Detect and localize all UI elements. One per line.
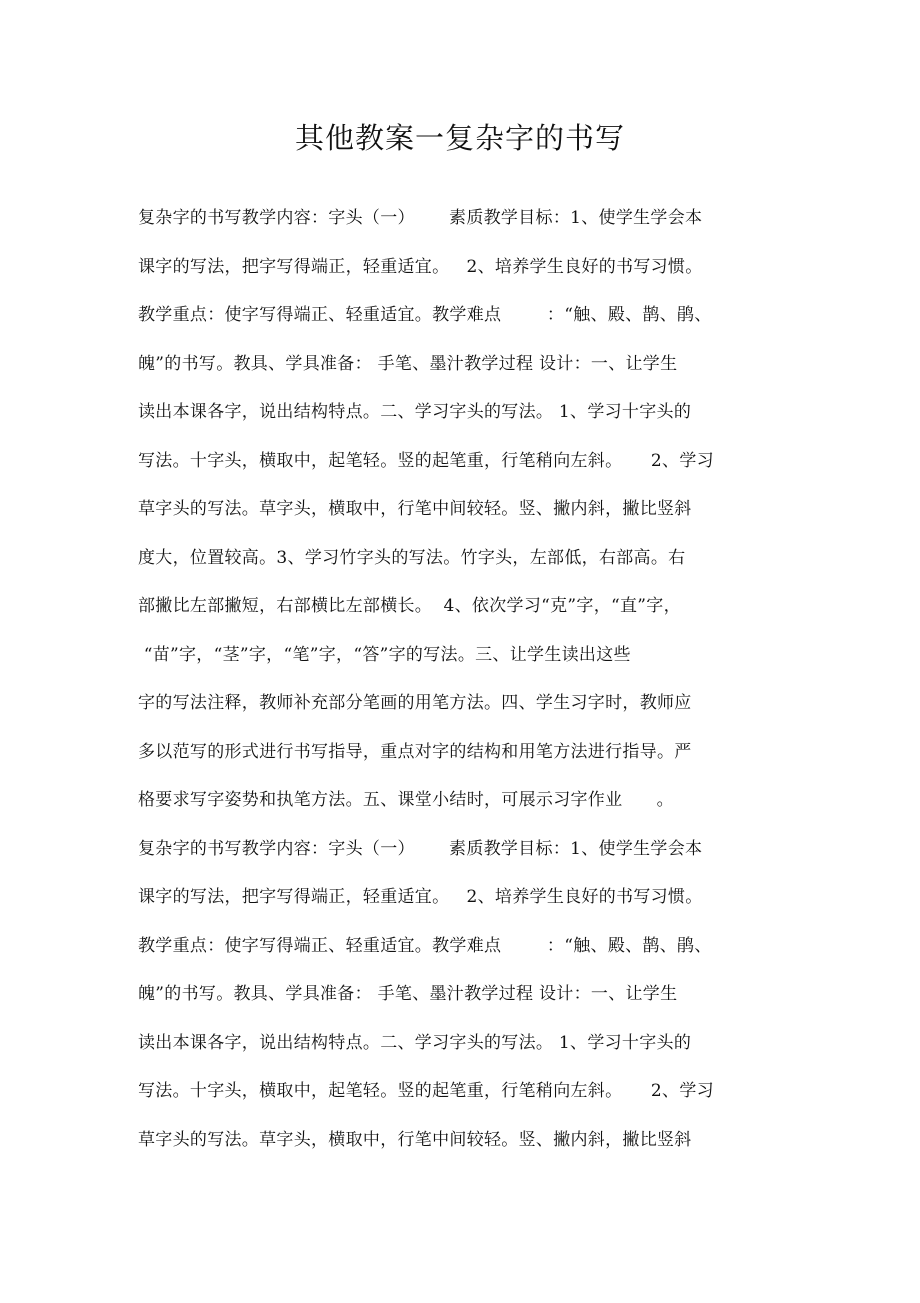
text-line: “苗”字，“茎”字，“笔”字，“答”字的写法。三、让学生读出这些 [138,644,631,665]
text-line: 草字头的写法。草字头，横取中，行笔中间较轻。竖、撇内斜，撇比竖斜 [138,499,692,519]
text-line: 教学重点：使字写得端正、轻重适宜。教学难点 ：“触、殿、鹊、鹃、 [138,935,712,956]
text-line: 多以范写的形式进行书写指导，重点对字的结构和用笔方法进行指导。严 [138,741,692,762]
text-line: 写法。十字头，横取中，起笔轻。竖的起笔重，行笔稍向左斜。 2、学习 [138,450,714,471]
text-line: 草字头的写法。草字头，横取中，行笔中间较轻。竖、撇内斜，撇比竖斜 [138,1129,692,1150]
text-line: 格要求写字姿势和执笔方法。五、课堂小结时，可展示习字作业 。 [138,790,674,810]
text-line: 教学重点：使字写得端正、轻重适宜。教学难点 ：“触、殿、鹊、鹃、 [138,305,712,325]
text-line: 写法。十字头，横取中，起笔轻。竖的起笔重，行笔稍向左斜。 2、学习 [138,1081,714,1101]
text-line: 度大，位置较高。3、学习竹字头的写法。竹字头，左部低，右部高。右 [138,547,686,568]
text-line: 读出本课各字，说出结构特点。二、学习字头的写法。 1、学习十字头的 [138,1032,692,1053]
text-line: 课字的写法，把字写得端正，轻重适宜。 2、培养学生良好的书写习惯。 [138,887,703,907]
text-line: 复杂字的书写教学内容：字头（一） 素质教学目标：1、使学生学会本 [138,208,703,228]
text-line: 字的写法注释，教师补充部分笔画的用笔方法。四、学生习字时，教师应 [138,693,692,713]
text-line: 课字的写法，把字写得端正，轻重适宜。 2、培养学生良好的书写习惯。 [138,256,703,277]
text-line: 复杂字的书写教学内容：字头（一） 素质教学目标：1、使学生学会本 [138,838,703,859]
text-line: 魄”的书写。教具、学具准备： 手笔、墨汁教学过程 设计：一、让学生 [138,984,678,1004]
text-line: 部撇比左部撇短，右部横比左部横长。 4、依次学习“克”字，“直”字， [138,596,681,616]
document-title: 其他教案一复杂字的书写 [294,121,625,155]
document-body [138,203,818,1173]
text-line: 读出本课各字，说出结构特点。二、学习字头的写法。 1、学习十字头的 [138,402,692,422]
text-line: 魄”的书写。教具、学具准备： 手笔、墨汁教学过程 设计：一、让学生 [138,353,678,374]
